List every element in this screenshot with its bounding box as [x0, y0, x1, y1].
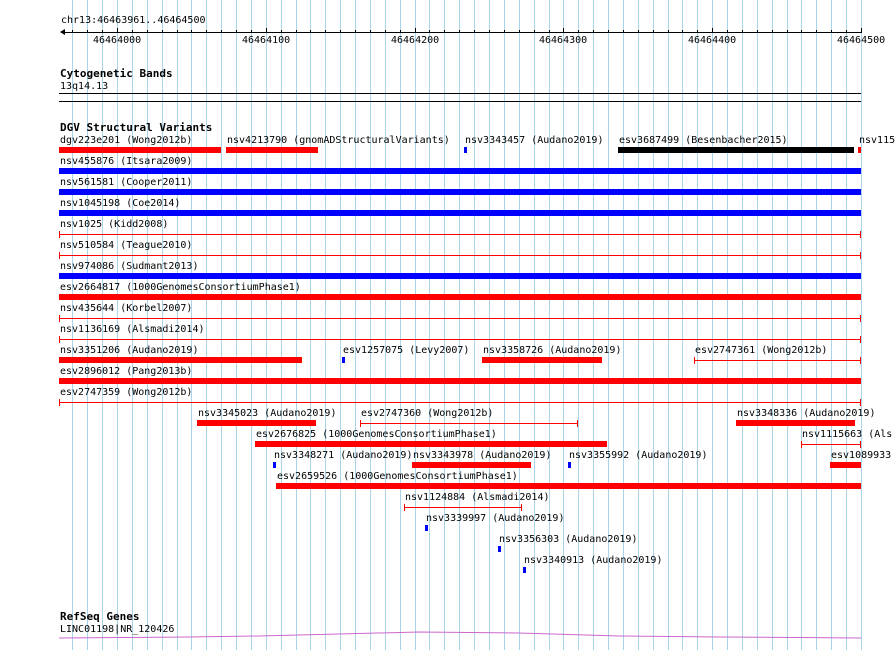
ruler-tick: [117, 28, 118, 33]
variant-feature[interactable]: [59, 357, 302, 363]
grid-line: [801, 0, 802, 650]
ruler-tick-label: 46464100: [242, 35, 291, 46]
variant-feature[interactable]: [412, 462, 531, 468]
ruler-minor-tick: [310, 30, 311, 33]
variant-feature[interactable]: [59, 147, 221, 153]
variant-feature[interactable]: [59, 294, 861, 300]
variant-feature-cap: [59, 252, 60, 259]
grid-line: [340, 0, 341, 650]
variant-feature-line[interactable]: [360, 423, 578, 424]
ruler-minor-tick: [281, 30, 282, 33]
ruler-tick: [415, 28, 416, 33]
variant-feature-cap: [860, 357, 861, 364]
variant-feature-cap: [577, 420, 578, 427]
variant-label[interactable]: nsv4213790 (gnomADStructuralVariants): [227, 135, 450, 146]
variant-label[interactable]: nsv3345023 (Audano2019): [198, 408, 337, 419]
variant-label[interactable]: esv1089933: [831, 450, 892, 461]
grid-line: [310, 0, 311, 650]
variant-label[interactable]: nsv3343978 (Audano2019): [413, 450, 552, 461]
grid-line: [578, 0, 579, 650]
ruler-minor-tick: [831, 30, 832, 33]
variant-label[interactable]: esv2659526 (1000GenomesConsortiumPhase1): [277, 471, 518, 482]
ruler-tick-label: 46464400: [688, 35, 737, 46]
ruler-minor-tick: [102, 30, 103, 33]
variant-feature-cap: [360, 420, 361, 427]
variant-feature[interactable]: [255, 441, 607, 447]
ruler-tick-label: 46464000: [93, 35, 142, 46]
grid-line: [563, 0, 564, 650]
variant-feature-cap: [860, 399, 861, 406]
variant-label[interactable]: esv2747361 (Wong2012b): [695, 345, 828, 356]
ruler-tick-label: 46464300: [539, 35, 588, 46]
ruler-minor-tick: [177, 30, 178, 33]
ruler-minor-tick: [206, 30, 207, 33]
variant-feature[interactable]: [59, 378, 861, 384]
refseq-track-title: RefSeq Genes: [60, 610, 140, 623]
ruler-minor-tick: [296, 30, 297, 33]
variant-feature-cap: [59, 231, 60, 238]
ruler-minor-tick: [593, 30, 594, 33]
variant-label[interactable]: esv1257075 (Levy2007): [343, 345, 470, 356]
ruler-minor-tick: [668, 30, 669, 33]
ruler-axis-line: [61, 32, 861, 33]
variant-feature[interactable]: [276, 483, 861, 489]
grid-line: [727, 0, 728, 650]
grid-line: [415, 0, 416, 650]
ruler-minor-tick: [87, 30, 88, 33]
variant-label[interactable]: esv2896012 (Pang2013b): [60, 366, 193, 377]
variant-feature[interactable]: [197, 420, 316, 426]
variant-feature[interactable]: [568, 462, 571, 468]
refseq-gene-label[interactable]: LINC01198|NR_120426: [60, 624, 175, 635]
ruler-minor-tick: [72, 30, 73, 33]
variant-label[interactable]: nsv3339997 (Audano2019): [426, 513, 565, 524]
ruler-minor-tick: [697, 30, 698, 33]
cytoband-top-line: [59, 93, 861, 94]
grid-line: [831, 0, 832, 650]
variant-label[interactable]: nsv1115663 (Als: [802, 429, 893, 440]
variant-label[interactable]: nsv435644 (Korbel2007): [60, 303, 193, 314]
ruler-minor-tick: [221, 30, 222, 33]
ruler-minor-tick: [489, 30, 490, 33]
grid-line: [266, 0, 267, 650]
grid-line: [474, 0, 475, 650]
ruler-minor-tick: [429, 30, 430, 33]
variant-label[interactable]: esv2747359 (Wong2012b): [60, 387, 193, 398]
variant-label[interactable]: nsv510584 (Teague2010): [60, 240, 193, 251]
ruler-minor-tick: [757, 30, 758, 33]
grid-line: [236, 0, 237, 650]
variant-feature[interactable]: [342, 357, 345, 363]
grid-line: [429, 0, 430, 650]
variant-feature-cap: [59, 336, 60, 343]
ruler-minor-tick: [400, 30, 401, 33]
ruler-minor-tick: [623, 30, 624, 33]
ruler-minor-tick: [355, 30, 356, 33]
grid-line: [534, 0, 535, 650]
variant-label[interactable]: nsv3355992 (Audano2019): [569, 450, 708, 461]
ruler-minor-tick: [578, 30, 579, 33]
grid-line: [296, 0, 297, 650]
ruler-tick: [266, 28, 267, 33]
variant-label[interactable]: dgv223e201 (Wong2012b): [60, 135, 193, 146]
variant-label[interactable]: nsv3358726 (Audano2019): [483, 345, 622, 356]
grid-line: [519, 0, 520, 650]
grid-line: [787, 0, 788, 650]
variant-label[interactable]: nsv3356303 (Audano2019): [499, 534, 638, 545]
ruler-minor-tick: [370, 30, 371, 33]
ruler-tick: [563, 28, 564, 33]
ruler-tick: [712, 28, 713, 33]
ruler-minor-tick: [653, 30, 654, 33]
variant-feature[interactable]: [736, 420, 855, 426]
variant-feature-cap: [860, 231, 861, 238]
variant-feature[interactable]: [425, 525, 428, 531]
ruler-left-arrow: [60, 29, 65, 35]
ruler-tick-label: 46464200: [391, 35, 440, 46]
variant-feature-line[interactable]: [59, 255, 861, 256]
variant-feature-line[interactable]: [59, 234, 861, 235]
variant-feature[interactable]: [830, 462, 861, 468]
variant-feature[interactable]: [59, 210, 861, 216]
variant-feature-cap: [694, 357, 695, 364]
variant-feature[interactable]: [273, 462, 276, 468]
grid-line: [697, 0, 698, 650]
variant-feature-cap: [860, 336, 861, 343]
ruler-minor-tick: [191, 30, 192, 33]
variant-label[interactable]: esv2747360 (Wong2012b): [361, 408, 494, 419]
ruler-minor-tick: [608, 30, 609, 33]
variant-feature[interactable]: [482, 357, 602, 363]
location-label: chr13:46463961..46464500: [61, 15, 206, 26]
variant-feature-line[interactable]: [59, 339, 861, 340]
variant-label[interactable]: esv2664817 (1000GenomesConsortiumPhase1): [60, 282, 301, 293]
grid-line: [653, 0, 654, 650]
grid-line: [608, 0, 609, 650]
variant-feature[interactable]: [618, 147, 854, 153]
variant-label[interactable]: nsv455876 (Itsara2009): [60, 156, 193, 167]
variant-feature-cap: [860, 315, 861, 322]
variant-label[interactable]: nsv1025 (Kidd2008): [60, 219, 169, 230]
variant-feature[interactable]: [59, 168, 861, 174]
variant-label[interactable]: nsv3351206 (Audano2019): [60, 345, 199, 356]
grid-line: [593, 0, 594, 650]
variant-label[interactable]: esv2676825 (1000GenomesConsortiumPhase1): [256, 429, 497, 440]
grid-line: [251, 0, 252, 650]
grid-line: [206, 0, 207, 650]
grid-line: [772, 0, 773, 650]
grid-line: [623, 0, 624, 650]
ruler-minor-tick: [459, 30, 460, 33]
variant-label[interactable]: nsv561581 (Cooper2011): [60, 177, 193, 188]
grid-line: [816, 0, 817, 650]
variant-feature[interactable]: [858, 147, 861, 153]
grid-line: [742, 0, 743, 650]
ruler-minor-tick: [549, 30, 550, 33]
variant-feature[interactable]: [226, 147, 318, 153]
ruler-minor-tick: [474, 30, 475, 33]
ruler-minor-tick: [519, 30, 520, 33]
cytoband-bottom-line: [59, 101, 861, 102]
ruler-tick: [861, 28, 862, 33]
variant-feature-cap: [59, 399, 60, 406]
ruler-minor-tick: [534, 30, 535, 33]
grid-line: [370, 0, 371, 650]
ruler-minor-tick: [772, 30, 773, 33]
ruler-minor-tick: [638, 30, 639, 33]
ruler-minor-tick: [385, 30, 386, 33]
ruler-minor-tick: [504, 30, 505, 33]
ruler-minor-tick: [340, 30, 341, 33]
grid-line: [549, 0, 550, 650]
cytoband-label: 13q14.13: [60, 81, 109, 92]
variant-label[interactable]: nsv974086 (Sudmant2013): [60, 261, 199, 272]
grid-line: [400, 0, 401, 650]
variant-label[interactable]: nsv1136169 (Alsmadi2014): [60, 324, 205, 335]
variant-label[interactable]: nsv3348271 (Audano2019): [274, 450, 413, 461]
variant-feature-cap: [860, 252, 861, 259]
variant-feature-cap: [521, 504, 522, 511]
grid-line: [221, 0, 222, 650]
ruler-minor-tick: [816, 30, 817, 33]
ruler-minor-tick: [444, 30, 445, 33]
ruler-minor-tick: [787, 30, 788, 33]
grid-line: [355, 0, 356, 650]
grid-line: [281, 0, 282, 650]
cytoband-track-title: Cytogenetic Bands: [60, 67, 173, 80]
dgv-track-title: DGV Structural Variants: [60, 121, 213, 134]
ruler-minor-tick: [236, 30, 237, 33]
variant-feature-line[interactable]: [59, 402, 861, 403]
variant-feature-cap: [59, 315, 60, 322]
grid-line: [682, 0, 683, 650]
grid-line: [489, 0, 490, 650]
variant-feature-line[interactable]: [59, 318, 861, 319]
ruler-minor-tick: [251, 30, 252, 33]
variant-feature-line[interactable]: [404, 507, 522, 508]
variant-label[interactable]: nsv3340913 (Audano2019): [524, 555, 663, 566]
grid-line: [668, 0, 669, 650]
ruler-minor-tick: [162, 30, 163, 33]
grid-line: [638, 0, 639, 650]
grid-line: [504, 0, 505, 650]
ruler-minor-tick: [147, 30, 148, 33]
ruler-tick-label: 46464500: [837, 35, 886, 46]
grid-line: [861, 0, 862, 650]
ruler-minor-tick: [727, 30, 728, 33]
variant-feature[interactable]: [464, 147, 467, 153]
variant-label[interactable]: esv3687499 (Besenbacher2015): [619, 135, 788, 146]
grid-line: [325, 0, 326, 650]
ruler-minor-tick: [742, 30, 743, 33]
variant-feature-cap: [404, 504, 405, 511]
ruler-minor-tick: [801, 30, 802, 33]
variant-label[interactable]: nsv1124884 (Alsmadi2014): [405, 492, 550, 503]
variant-label[interactable]: nsv1045198 (Coe2014): [60, 198, 181, 209]
variant-feature[interactable]: [498, 546, 501, 552]
grid-line: [444, 0, 445, 650]
variant-feature-line[interactable]: [801, 444, 861, 445]
ruler-minor-tick: [325, 30, 326, 33]
variant-label[interactable]: nsv3348336 (Audano2019): [737, 408, 876, 419]
ruler-minor-tick: [846, 30, 847, 33]
grid-line: [459, 0, 460, 650]
variant-feature[interactable]: [523, 567, 526, 573]
variant-feature-cap: [801, 441, 802, 448]
variant-feature[interactable]: [59, 273, 861, 279]
grid-line: [757, 0, 758, 650]
variant-label[interactable]: nsv3343457 (Audano2019): [465, 135, 604, 146]
variant-feature-cap: [860, 441, 861, 448]
variant-label[interactable]: nsv115: [859, 135, 895, 146]
refseq-gene-feature[interactable]: [59, 630, 862, 640]
ruler-minor-tick: [682, 30, 683, 33]
grid-line: [385, 0, 386, 650]
grid-line: [846, 0, 847, 650]
variant-feature-line[interactable]: [694, 360, 861, 361]
grid-line: [712, 0, 713, 650]
variant-feature[interactable]: [59, 189, 861, 195]
ruler-minor-tick: [132, 30, 133, 33]
